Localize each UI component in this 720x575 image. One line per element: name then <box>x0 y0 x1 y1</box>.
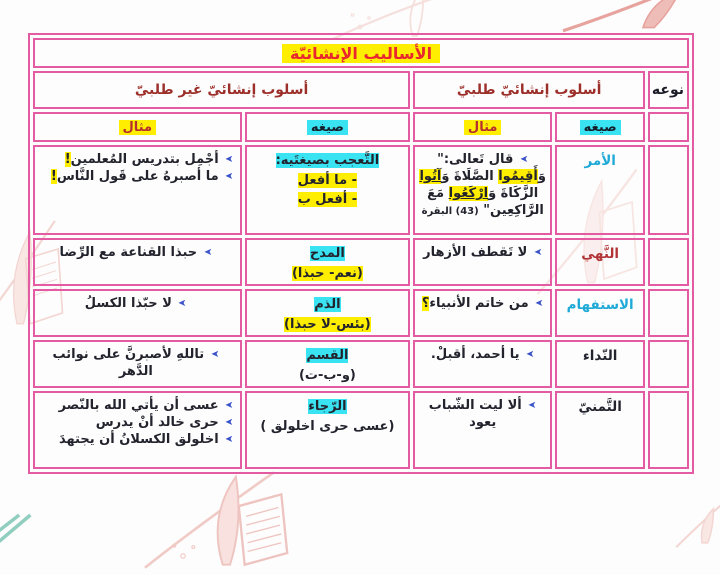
talabi-example-cell: ➤ قال تَعالى:" وَأَقِيمُوا الصَّلَاةَ وَآتُوا الزَّكَاةَ وَارْكَعُوا مَعَ الرَّاكِعِين" (43) البقرة <box>413 145 552 235</box>
bullet-arrow-icon: ➤ <box>519 154 529 165</box>
bullet-arrow-icon: ➤ <box>203 247 213 258</box>
ghair-sigha-cell: الذم (بئس-لا حبذا) <box>245 289 411 337</box>
bullet-arrow-icon: ➤ <box>533 247 543 258</box>
row-type-label: التَّمنيّ <box>555 391 645 469</box>
subheader-sigha-ghair: صيغه <box>245 112 411 142</box>
row-type-label: النّداء <box>555 340 645 388</box>
talabi-example-cell: ➤ ألا ليت الشّباب يعود <box>413 391 552 469</box>
bullet-arrow-icon: ➤ <box>210 349 220 360</box>
talabi-example-cell: ➤ من خاتم الأنبياء؟ <box>413 289 552 337</box>
ghair-example-cell: ➤ عسى أن يأتي الله بالنّصر ➤ حرى خالد أنْ يدرس ➤ اخلولق الكسلانُ أن يجتهدَ <box>33 391 242 469</box>
corner-green-mark <box>0 512 50 546</box>
ghair-example-cell: ➤ لا حبّذا الكسلُ <box>33 289 242 337</box>
type-col-empty-cell <box>648 340 689 388</box>
subheader-empty-cell <box>648 112 689 142</box>
ghair-sigha-cell: التَّعجب بصيغتَيه: - ما أفعل - أفعل ب <box>245 145 411 235</box>
grammar-table-container <box>28 33 694 474</box>
header-talabi: أسلوب إنشائيّ طلبيّ <box>413 71 645 109</box>
subheader-sigha-talabi: صيغه <box>555 112 645 142</box>
type-col-empty-cell <box>648 391 689 469</box>
ghair-example-cell: ➤ أجْمِل بتدريس المُعلمين! ➤ ما أصبرهُ على قَول النَّاس! <box>33 145 242 235</box>
bullet-arrow-icon: ➤ <box>225 171 234 183</box>
ghair-example-cell: ➤ تاللهِ لأصبرنَّ على نوائب الدَّهر <box>33 340 242 388</box>
type-col-empty-cell <box>648 145 689 235</box>
bullet-arrow-icon: ➤ <box>225 154 234 165</box>
bullet-arrow-icon: ➤ <box>225 400 234 411</box>
table-row-tamanni <box>33 391 689 469</box>
title-row <box>33 38 689 68</box>
talabi-example-cell: ➤ لا تَقطف الأزهار <box>413 238 552 286</box>
subheader-mithal-talabi: مثال <box>413 112 552 142</box>
type-col-empty-cell <box>648 238 689 286</box>
table-row-istifham <box>33 289 689 337</box>
watermark-logo-top-right-icon <box>555 0 715 34</box>
table-row-nidaa <box>33 340 689 388</box>
ghair-sigha-cell: المدح (نعم- حبذا) <box>245 238 411 286</box>
bullet-arrow-icon: ➤ <box>535 298 544 309</box>
row-type-label: النَّهي <box>555 238 645 286</box>
header-ghair-talabi: أسلوب إنشائيّ غير طلبيّ <box>33 71 410 109</box>
type-col-empty-cell <box>648 289 689 337</box>
subheader-mithal-ghair: مثال <box>33 112 242 142</box>
bullet-arrow-icon: ➤ <box>526 349 535 360</box>
ghair-sigha-cell: القسم (و-ب-ت) <box>245 340 411 388</box>
subheader-row <box>33 112 689 142</box>
grammar-table <box>28 33 694 474</box>
talabi-example-cell: ➤ يا أحمد، أقبلْ. <box>413 340 552 388</box>
header-type-col: نوعه <box>648 71 689 109</box>
ghair-example-cell: ➤ حبذا القناعة مع الرِّضا <box>33 238 242 286</box>
bullet-arrow-icon: ➤ <box>178 298 187 309</box>
row-type-label: الأمر <box>555 145 645 235</box>
row-type-label: الاستفهام <box>555 289 645 337</box>
bullet-arrow-icon: ➤ <box>225 417 234 429</box>
page-title: الأساليب الإنشائيّة <box>282 44 440 63</box>
bullet-arrow-icon: ➤ <box>528 400 537 411</box>
ghair-sigha-cell: الرّجاء (عسى حرى اخلولق ) <box>245 391 411 469</box>
table-row-nahy <box>33 238 689 286</box>
bullet-arrow-icon: ➤ <box>225 434 234 446</box>
table-row-amr <box>33 145 689 235</box>
title-cell <box>33 38 689 68</box>
header-row <box>33 71 689 109</box>
watermark-logo-bottom-icon <box>140 465 320 575</box>
